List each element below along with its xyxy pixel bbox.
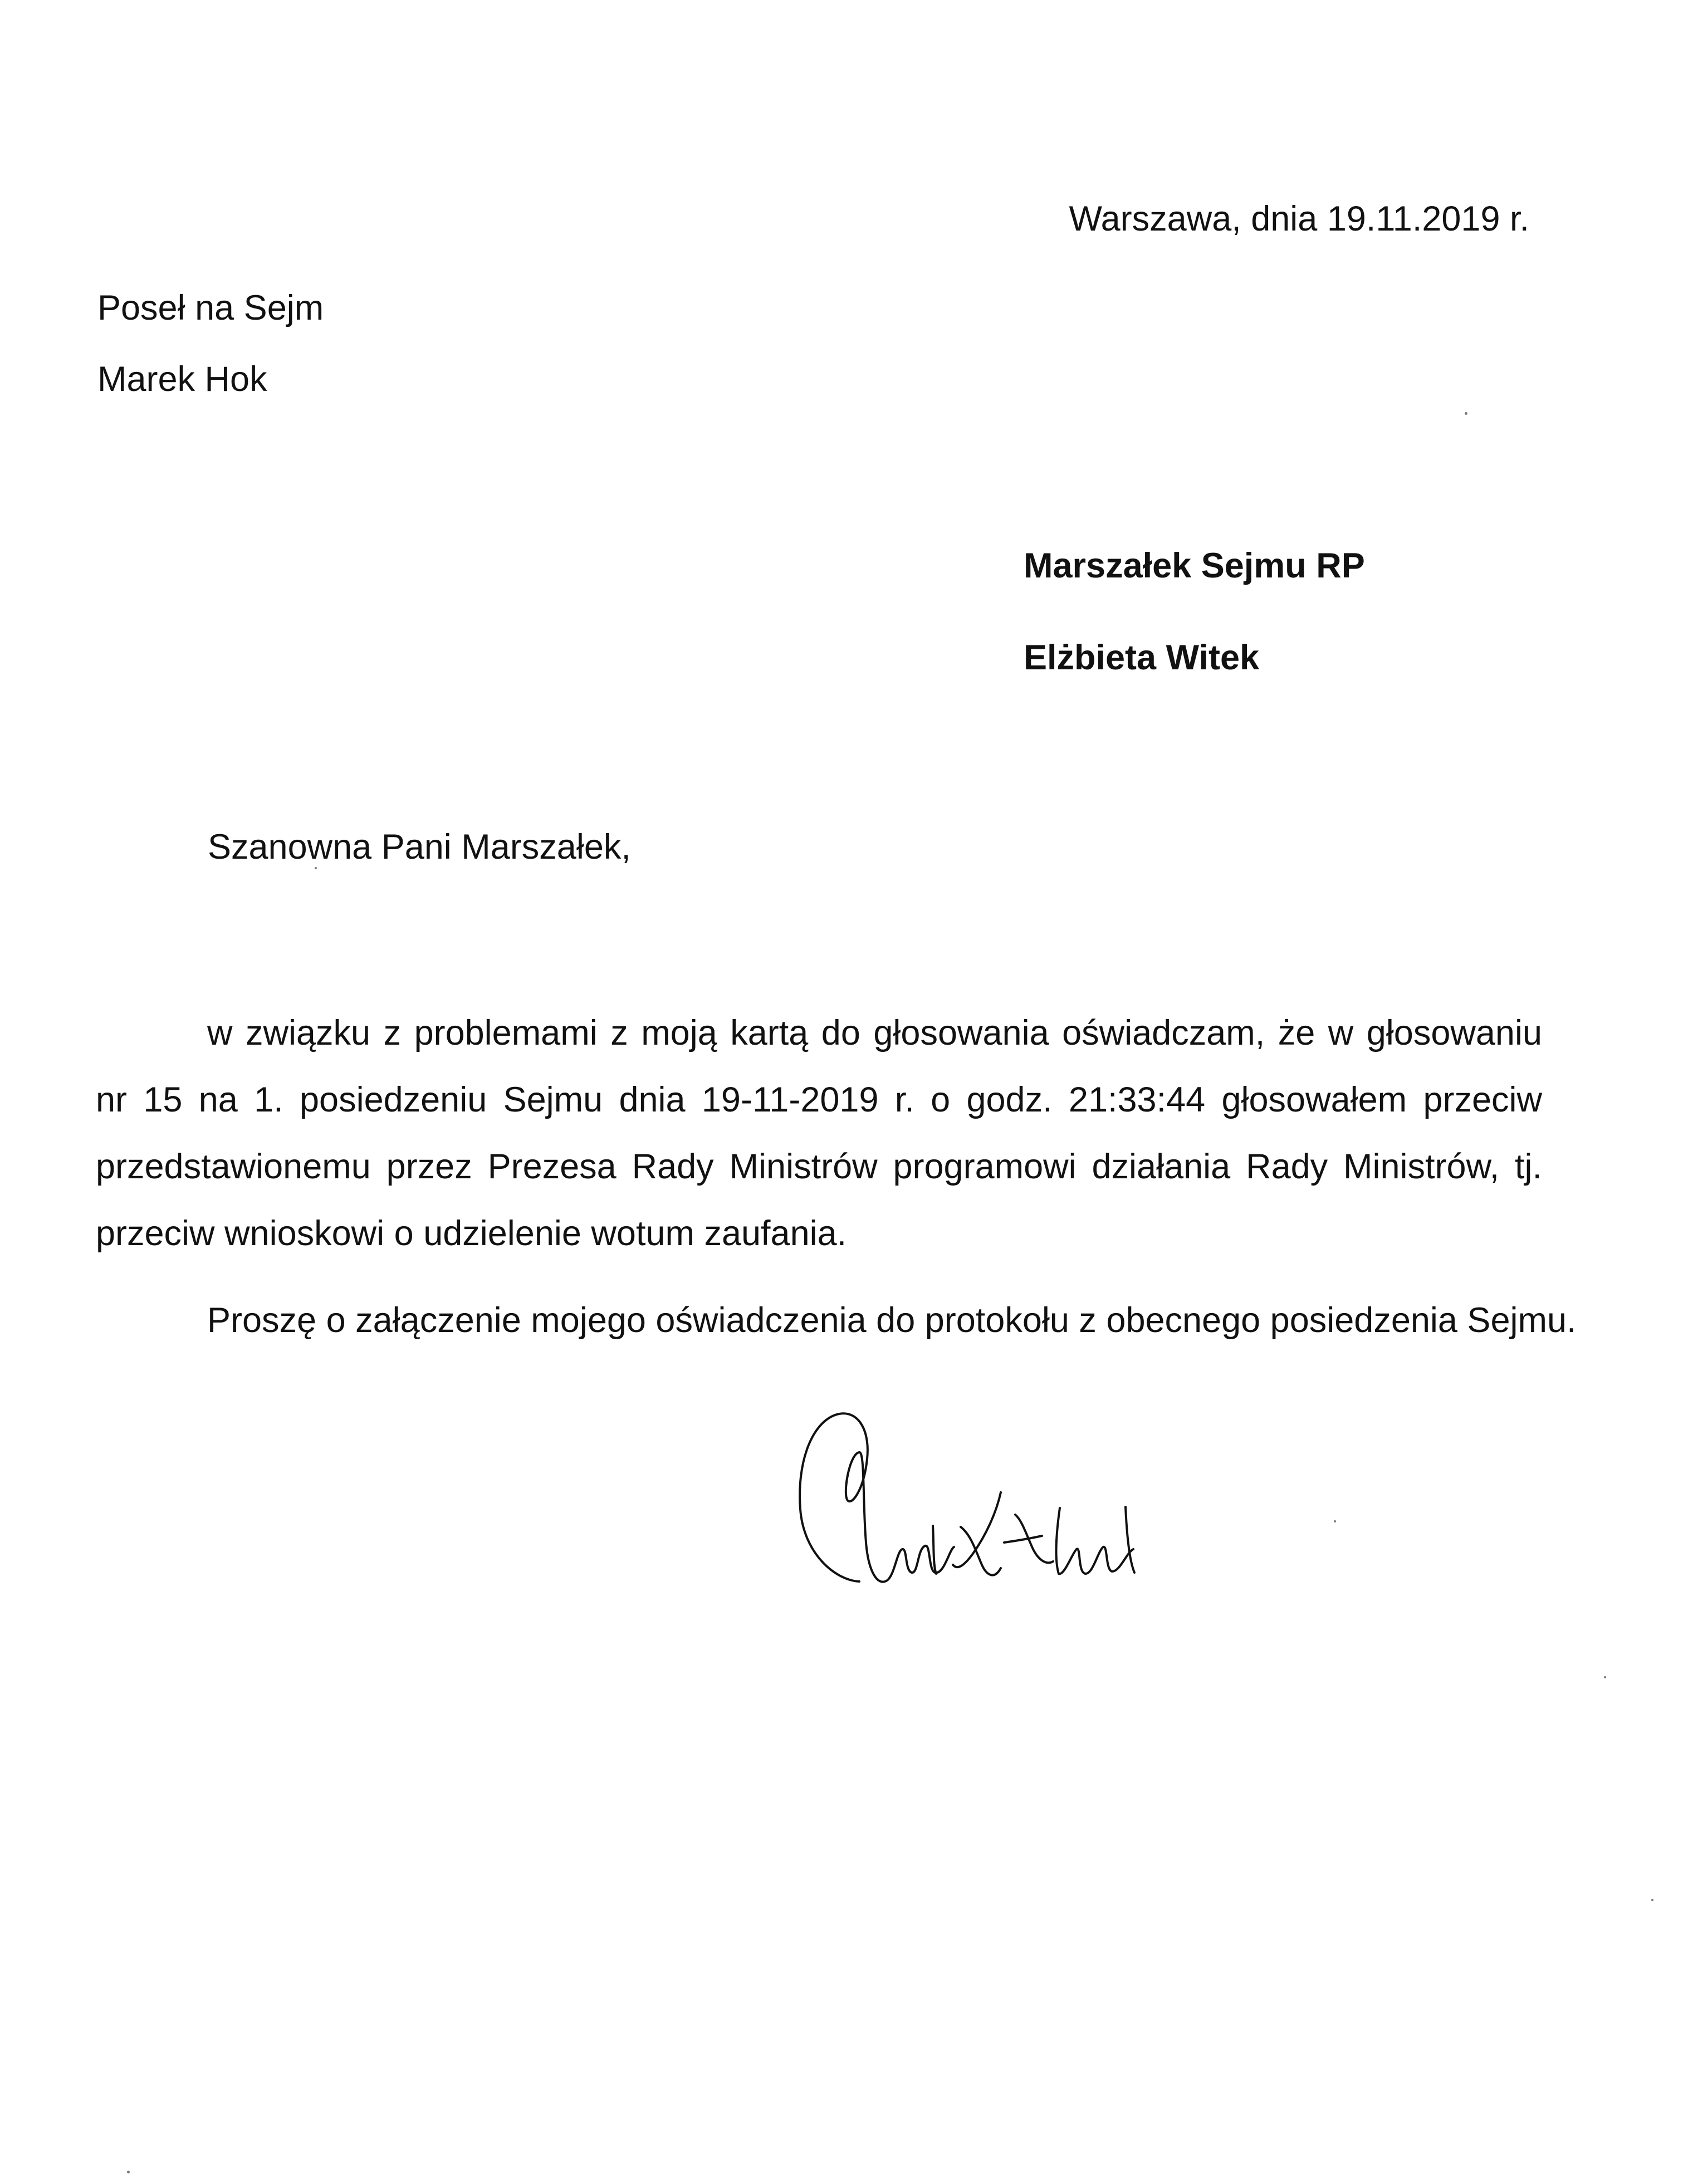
sender-title: Poseł na Sejm bbox=[97, 288, 324, 327]
recipient-title: Marszałek Sejmu RP bbox=[1024, 546, 1365, 585]
statement-paragraph bbox=[96, 1000, 1542, 1267]
scan-speck bbox=[127, 2171, 130, 2173]
scan-speck bbox=[315, 867, 317, 869]
date-line: Warszawa, dnia 19.11.2019 r. bbox=[1069, 199, 1529, 238]
scan-speck bbox=[1604, 1676, 1606, 1678]
salutation: Szanowna Pani Marszałek, bbox=[208, 827, 631, 866]
handwritten-signature bbox=[794, 1403, 1172, 1604]
statement-line: przedstawionemu przez Prezesa Rady Ministrów programowi działania Rady Ministrów, tj. bbox=[96, 1147, 1542, 1186]
scan-speck bbox=[1651, 1899, 1653, 1901]
statement-line: w związku z problemami z moją kartą do głosowania oświadczam, że w głosowaniu bbox=[207, 1013, 1542, 1052]
scan-speck bbox=[1465, 412, 1467, 415]
scan-speck bbox=[1334, 1520, 1336, 1522]
statement-line: przeciw wnioskowi o udzielenie wotum zaufania. bbox=[96, 1214, 847, 1253]
request-paragraph: Proszę o załączenie mojego oświadczenia do protokołu z obecnego posiedzenia Sejmu. bbox=[207, 1301, 1577, 1340]
statement-line: nr 15 na 1. posiedzeniu Sejmu dnia 19-11-2019 r. o godz. 21:33:44 głosowałem przeciw bbox=[96, 1080, 1542, 1119]
sender-name: Marek Hok bbox=[97, 360, 267, 399]
recipient-name: Elżbieta Witek bbox=[1024, 638, 1260, 677]
